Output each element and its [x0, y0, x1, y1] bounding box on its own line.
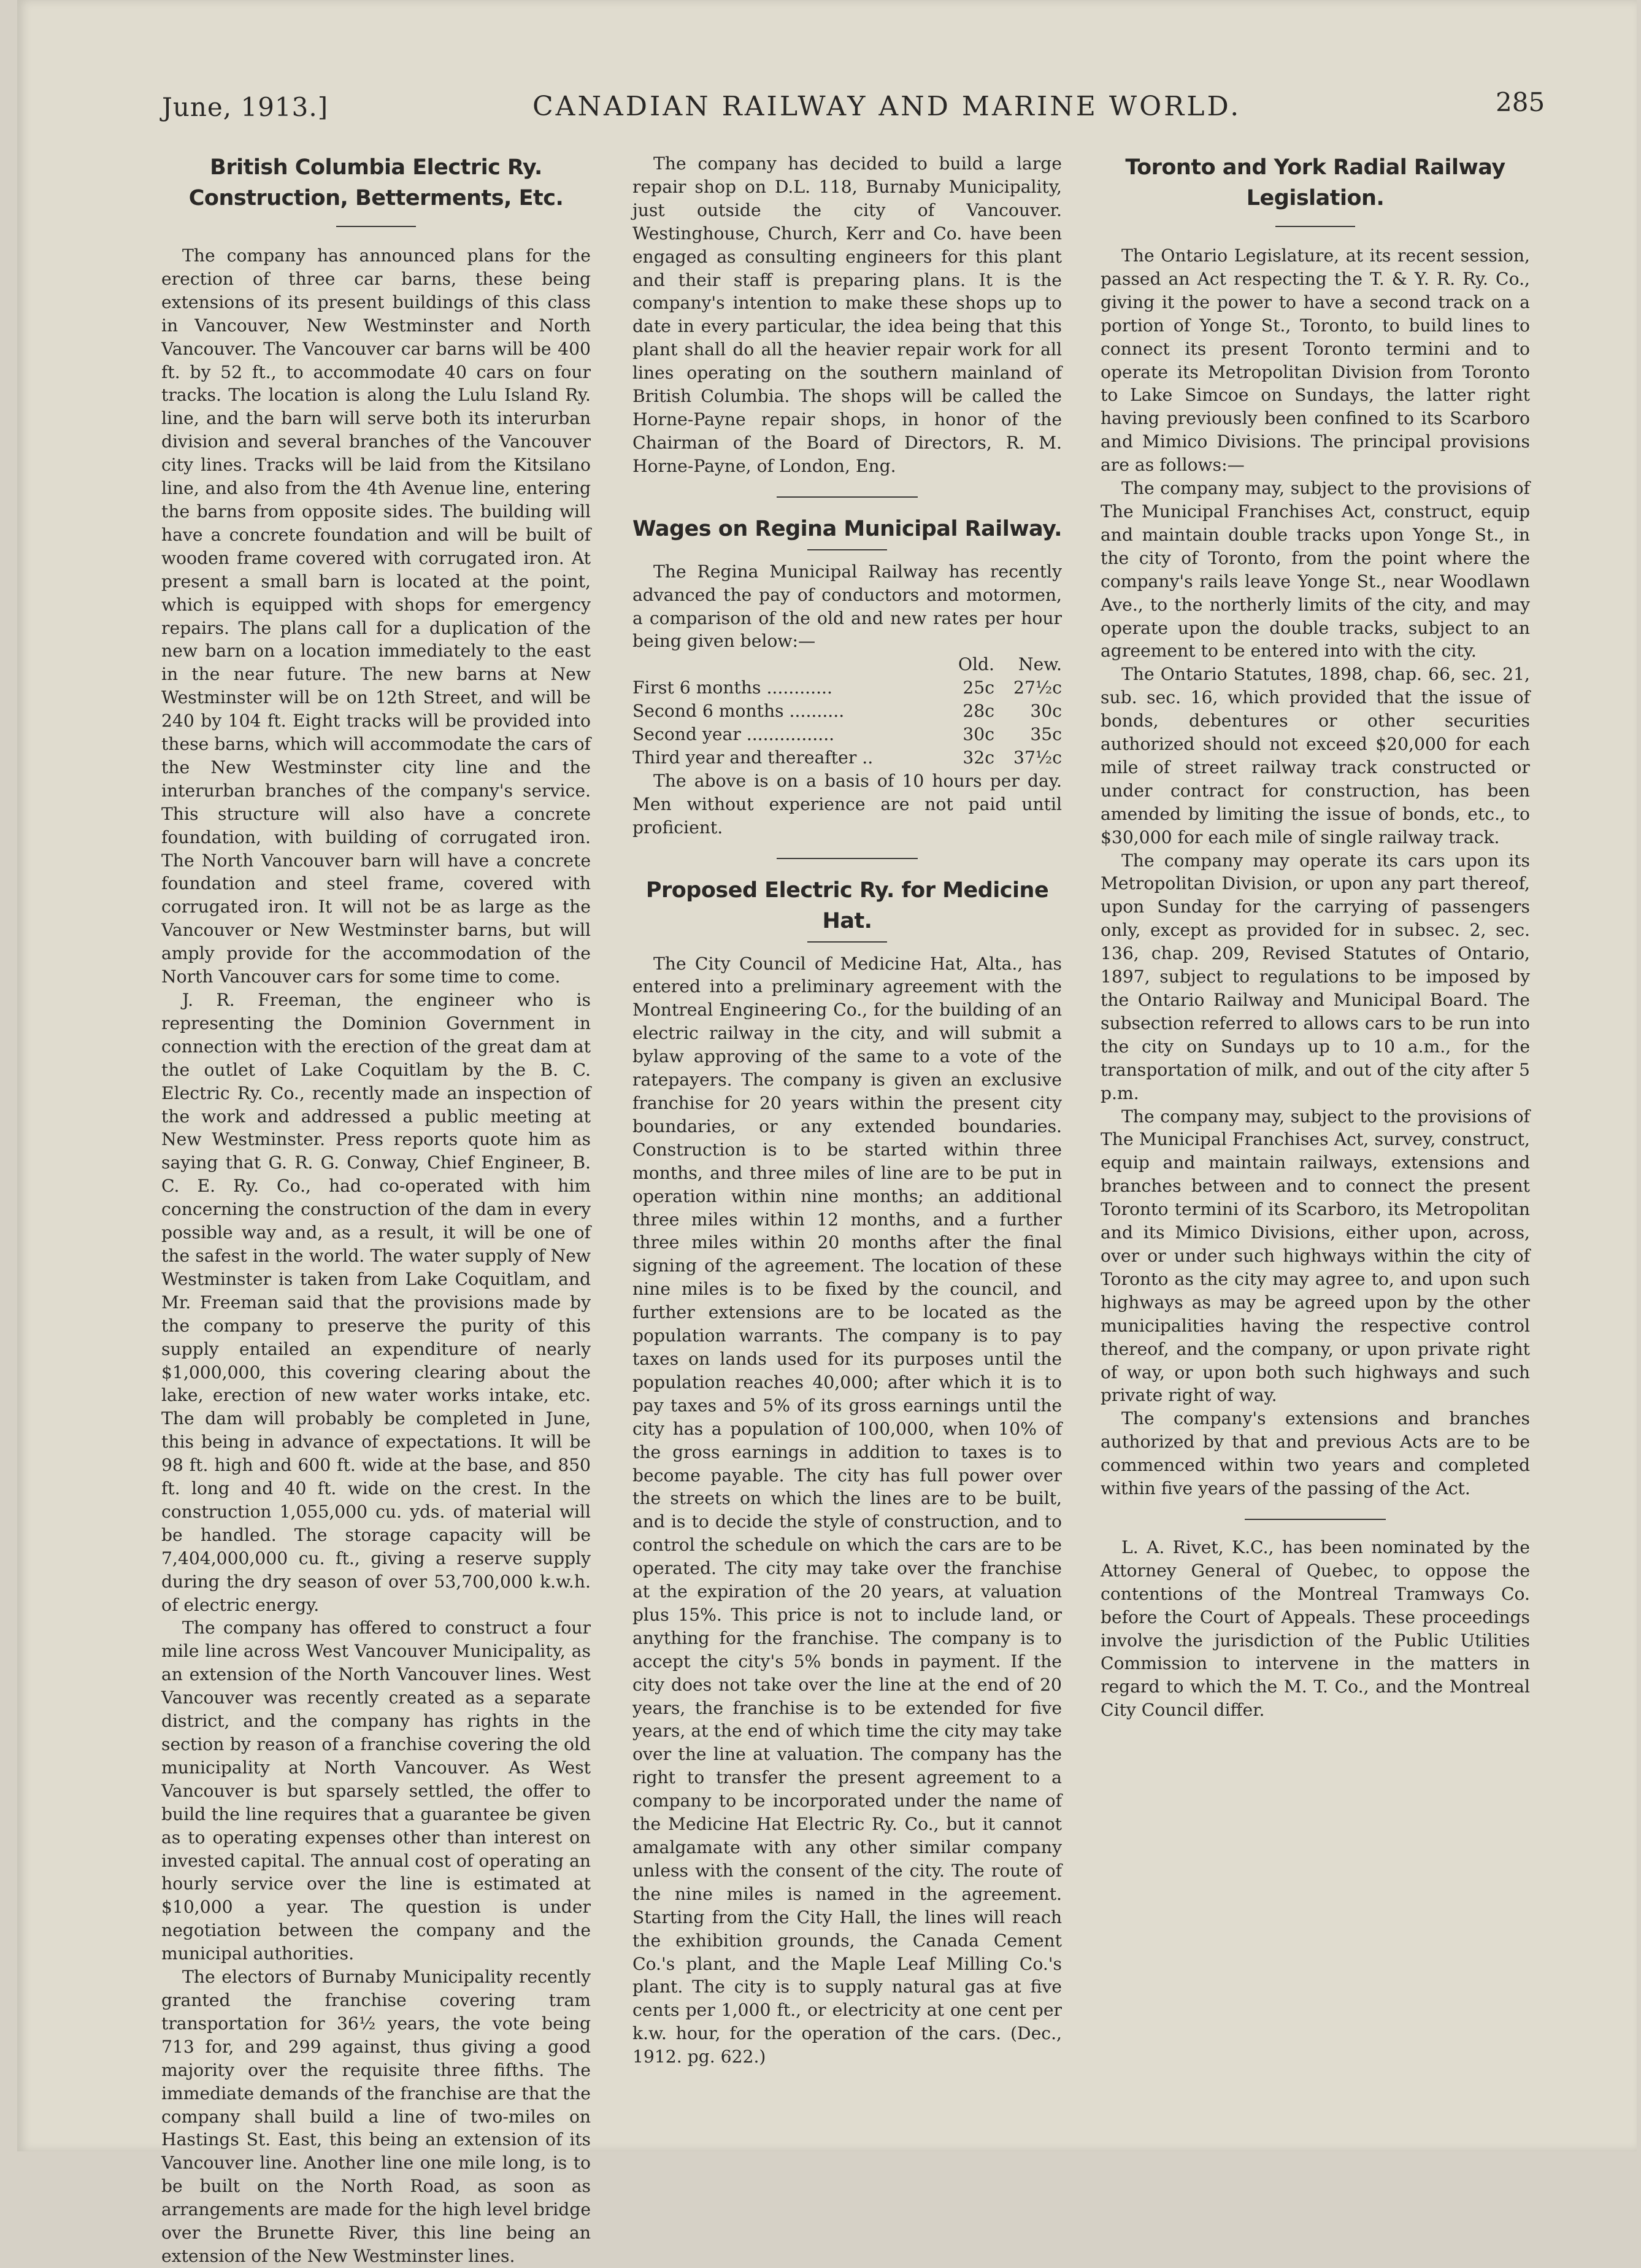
old-rate: 32c	[963, 747, 994, 768]
bc-electric-heading: British Columbia Electric Ry. Construction, Betterments, Etc.	[188, 155, 564, 210]
row-label: Second 6 months ..........	[632, 701, 845, 722]
issue-date: June, 1913.]	[162, 92, 329, 122]
new-rate: 27½c	[1013, 677, 1062, 698]
table-row	[632, 723, 1062, 746]
toronto-york-paragraph: The company may, subject to the provisions of The Municipal Franchises Act, survey, construct, equip and maintain railways, extensions and branches between and to connect the present Toronto termini of its Scarboro, its Metropolitan and its Mimico Divisions, either upon, across, over or under such highways within the city of Toronto as the city may agree to, and upon such highways as may be agreed upon by the other municipalities having the respective control thereof, and the company, or upon private right of way, or upon both such highways and such private right of way.	[1101, 1106, 1530, 1406]
bc-electric-paragraph: J. R. Freeman, the engineer who is representing the Dominion Government in connection with the erection of the great dam at the outlet of Lake Coquitlam by the B. C. Electric Ry. Co., recently made an inspection of the work and addressed a public meeting at New Westminster. Press reports quote him as saying that G. R. G. Conway, Chief Engineer, B. C. E. Ry. Co., had co-operated with him concerning the construction of the dam in every possible way and, as a result, it will be one of the safest in the world. The water supply of New Westminster is taken from Lake Coquitlam, and Mr. Freeman said that the provisions made by the company to preserve the purity of this supply entailed an expenditure of nearly $1,000,000, this covering clearing about the lake, erection of new water works intake, etc. The dam will probably be completed in June, this being in advance of expectations. It will be 98 ft. high and 600 ft. wide at the base, and 850 ft. long and 40 ft. wide on the crest. In the construction 1,055,000 cu. yds. of material will be handled. The storage capacity will be 7,404,000,000 cu. ft., giving a reserve supply during the dry season of over 53,700,000 k.w.h. of electric energy.	[161, 990, 591, 1615]
divider	[1275, 226, 1355, 227]
medicine-hat-paragraph: The City Council of Medicine Hat, Alta., has entered into a preliminary agreement with the Montreal Engineering Co., for the building of an electric railway in the city, and will submit a bylaw approving of the same to a vote of the ratepayers. The company is given an exclusive franchise for 20 years within the present city boundaries, or any extended boundaries. Construction is to be started within three months, and three miles of line are to be put in operation within nine months; an additional three miles within 12 months, and a further three miles within 20 months after the final signing of the agreement. The location of these nine miles is to be fixed by the council, and further extensions are to be located as the population warrants. The company is to pay taxes on lands used for its purposes until the population reaches 40,000; after which it is to pay taxes and 5% of its gross earnings until the city has a population of 100,000, when 10% of the gross earnings in addition to taxes is to become payable. The city has full power over the streets on which the lines are to be built, and is to decide the style of construction, and to control the schedule on which the cars are to be operated. The city may take over the franchise at the expiration of the 20 years, at valuation plus 15%. This price is not to include land, or anything for the franchise. The company is to accept the city's 5% bonds in payment. If the city does not take over the line at the end of 20 years, the franchise is to be extended for five years, at the end of which time the city may take over the line at valuation. The company has the right to transfer the present agreement to a company to be incorporated under the name of the Medicine Hat Electric Ry. Co., but it cannot amalgamate with any other similar company unless with the consent of the city. The route of the nine miles is named in the agreement. Starting from the City Hall, the lines will reach the exhibition grounds, the Canada Cement Co.'s plant, and the Maple Leaf Milling Co.'s plant. The city is to supply natural gas at five cents per 1,000 ft., or electricity at one cent per k.w. hour, for the operation of the cars. (Dec., 1912. pg. 622.)	[632, 953, 1062, 2067]
table-row	[632, 746, 1062, 770]
regina-intro: The Regina Municipal Railway has recently advanced the pay of conductors and motormen, a comparison of the old and new rates per hour being given below:—	[632, 561, 1062, 652]
medicine-hat-heading: Proposed Electric Ry. for Medicine Hat.	[645, 878, 1049, 933]
old-rate: 28c	[963, 701, 994, 722]
new-rate: 37½c	[1013, 747, 1062, 768]
toronto-york-paragraph: The company may, subject to the provisions of The Municipal Franchises Act, construct, equip and maintain double tracks upon Yonge St., in the city of Toronto, from the point where the company's rails leave Yonge St., near Woodlawn Ave., to the northerly limits of the city, and may operate upon the double tracks, subject to an agreement to be entered into with the city.	[1101, 478, 1530, 662]
new-rate: 30c	[1030, 701, 1062, 722]
bc-electric-paragraph: The company has announced plans for the erection of three car barns, these being extensions of its present buildings of this class in Vancouver, New Westminster and North Vancouver. The Vancouver car barns will be 400 ft. by 52 ft., to accommodate 40 cars on four tracks. The location is along the Lulu Island Ry. line, and the barn will serve both its interurban division and several branches of the Vancouver city lines. Tracks will be laid from the Kitsilano line, and also from the 4th Avenue line, entering the barns from opposite sides. The building will have a concrete foundation and will be built of wooden frame covered with corrugated iron. At present a small barn is located at the point, which is equipped with shops for emergency repairs. The plans call for a duplication of the new barn on a location immediately to the east in the near future. The new barns at New Westminster will be on 12th Street, and will be 240 by 104 ft. Eight tracks will be provided into these barns, which will accommodate the cars of the New Westminster city line and the interurban branches of the company's service. This structure will also have a concrete foundation, with building of corrugated iron. The North Vancouver barn will have a concrete foundation and steel frame, covered with corrugated iron. It will not be as large as the Vancouver or New Westminster barns, but will amply provide for the accommodation of the North Vancouver cars for some time to come.	[161, 245, 591, 987]
toronto-york-paragraph: The company's extensions and branches authorized by that and previous Acts are to be commenced within two years and completed within five years of the passing of the Act.	[1101, 1408, 1530, 1499]
page-header	[17, 79, 1637, 128]
page-number: 285	[1496, 87, 1545, 117]
regina-outro: The above is on a basis of 10 hours per day. Men without experience are not paid until proficient.	[632, 770, 1062, 838]
toronto-york-paragraph: The company may operate its cars upon its Metropolitan Division, or upon any part thereof, upon Sunday for the carrying of passengers only, except as provided for in subsec. 2, sec. 136, chap. 209, Revised Statutes of Ontario, 1897, subject to regulations to be imposed by the Ontario Railway and Municipal Board. The subsection referred to allows cars to be run into the city on Sundays up to 10 a.m., for the transportation of milk, and out of the city after 5 p.m.	[1101, 850, 1530, 1103]
table-row	[632, 676, 1062, 700]
row-label: First 6 months ............	[632, 677, 832, 698]
row-label: Second year ................	[632, 724, 835, 745]
column-1	[161, 152, 591, 2268]
wage-table-header	[632, 653, 1062, 676]
old-rate: 25c	[963, 677, 994, 698]
table-row	[632, 700, 1062, 723]
column-3	[1101, 152, 1530, 1722]
toronto-york-paragraph: The Ontario Statutes, 1898, chap. 66, sec. 21, sub. sec. 16, which provided that the issue of bonds, debentures or other securities authorized should not exceed $20,000 for each mile of street railway track constructed or under contract for construction, has been amended by limiting the issue of bonds, etc., to $30,000 for each mile of single railway track.	[1101, 664, 1530, 847]
bc-electric-paragraph: The company has offered to construct a four mile line across West Vancouver Municipality, as an extension of the North Vancouver lines. West Vancouver was recently created as a separate district, and the company has rights in the section by reason of a franchise covering the old municipality at North Vancouver. As West Vancouver is but sparsely settled, the offer to build the line requires that a guarantee be given as to operating expenses other than interest on invested capital. The annual cost of operating an hourly service over the line is estimated at $10,000 a year. The question is under negotiation between the company and the municipal authorities.	[161, 1618, 591, 1964]
old-rate: 30c	[963, 724, 994, 745]
divider	[1245, 1519, 1386, 1520]
newspaper-page	[17, 0, 1637, 2266]
regina-heading: Wages on Regina Municipal Railway.	[632, 516, 1062, 541]
bc-electric-paragraph: The electors of Burnaby Municipality recently granted the franchise covering tram transportation for 36½ years, the vote being 713 for, and 299 against, thus giving a good majority over the requisite three fifths. The immediate demands of the franchise are that the company shall build a line of two-miles on Hastings St. East, this being an extension of its Vancouver line. Another line one mile long, is to be built on the North Road, as soon as arrangements are made for the high level bridge over the Brunette River, this line being an extension of the New Westminster lines.	[161, 1967, 591, 2266]
divider	[336, 226, 416, 227]
divider	[777, 858, 918, 859]
wage-table	[632, 653, 1062, 770]
col-new-header: New.	[1018, 654, 1062, 675]
rivet-paragraph: L. A. Rivet, K.C., has been nominated by the Attorney General of Quebec, to oppose the contentions of the Montreal Tramways Co. before the Court of Appeals. These proceedings involve the jurisdiction of the Public Utilities Commission to intervene in the matters in regard to which the M. T. Co., and the Montreal City Council differ.	[1101, 1537, 1530, 1721]
divider	[777, 496, 918, 498]
divider	[807, 549, 887, 550]
row-label: Third year and thereafter ..	[632, 747, 874, 768]
toronto-york-heading: Toronto and York Radial Railway Legislation.	[1125, 155, 1505, 210]
toronto-york-paragraph: The Ontario Legislature, at its recent session, passed an Act respecting the T. & Y. R. Ry. Co., giving it the power to have a second track on a portion of Yonge St., Toronto, to build lines to connect its present Toronto termini and to operate its Metropolitan Division from Toronto to Lake Simcoe on Sundays, the latter right having previously been confined to its Scarboro and Mimico Divisions. The principal provisions are as follows:—	[1101, 245, 1530, 476]
new-rate: 35c	[1030, 724, 1062, 745]
publication-title: CANADIAN RAILWAY AND MARINE WORLD.	[532, 91, 1242, 122]
col-old-header: Old.	[958, 654, 994, 675]
column-2	[632, 152, 1062, 2069]
bc-electric-paragraph: The company has decided to build a large repair shop on D.L. 118, Burnaby Municipality, just outside the city of Vancouver. Westinghouse, Church, Kerr and Co. have been engaged as consulting engineers for this plant and their staff is preparing plans. It is the company's intention to make these shops up to date in every particular, the idea being that this plant shall do all the heavier repair work for all lines operating on the southern mainland of British Columbia. The shops will be called the Horne-Payne repair shops, in honor of the Chairman of the Board of Directors, R. M. Horne-Payne, of London, Eng.	[632, 153, 1062, 476]
divider	[807, 941, 887, 943]
